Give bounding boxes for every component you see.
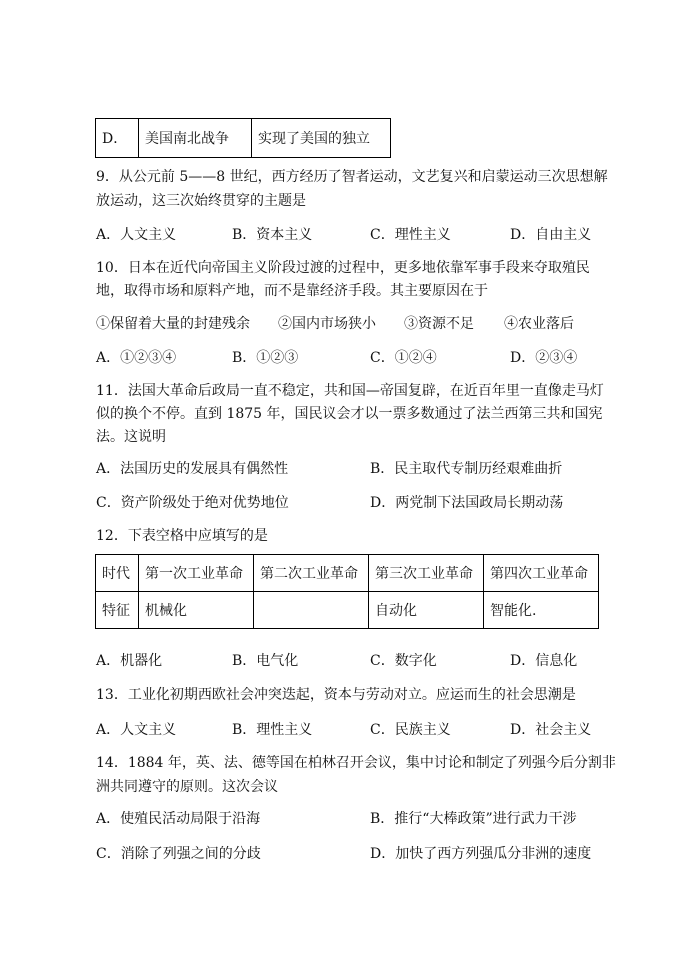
- q14-text-line1: 14．1884 年，英、法、德等国在柏林召开会议，集中讨论和制定了列强今后分割非: [96, 755, 616, 771]
- table-cell: 智能化.: [484, 592, 599, 629]
- table-cell-letter: D．: [96, 119, 139, 158]
- table-cell-blank: [254, 592, 369, 629]
- industrial-revolution-table: [95, 554, 599, 629]
- table-cell: 特征: [96, 592, 139, 629]
- q14-option-a[interactable]: A．使殖民活动局限于沿海: [96, 811, 261, 827]
- table-cell-result: 实现了美国的独立: [252, 119, 391, 158]
- q12-option-c[interactable]: C．数字化: [370, 653, 437, 669]
- q10-option-a[interactable]: A．①②③④: [96, 350, 177, 366]
- q14-text-line2: 洲共同遵守的原则。这次会议: [96, 779, 278, 795]
- q10-statement-2: ②国内市场狭小: [278, 316, 376, 332]
- table-header-row: [96, 555, 599, 592]
- q10-statement-1: ①保留着大量的封建残余: [96, 316, 250, 332]
- q9-text-line2: 放运动，这三次始终贯穿的主题是: [96, 193, 306, 209]
- q14-option-c[interactable]: C．消除了列强之间的分歧: [96, 846, 261, 862]
- q11-text-line2: 似的换个不停。直到 1875 年，国民议会才以一票多数通过了法兰西第三共和国宪: [96, 406, 603, 422]
- table-cell-event: 美国南北战争: [139, 119, 252, 158]
- q13-text-line1: 13．工业化初期西欧社会冲突迭起，资本与劳动对立。应运而生的社会思潮是: [96, 687, 576, 703]
- q10-option-d[interactable]: D．②③④: [510, 350, 578, 366]
- table-header-cell: 第三次工业革命: [369, 555, 484, 592]
- q10-text-line2: 地，取得市场和原料产地，而不是靠经济手段。其主要原因在于: [96, 283, 488, 299]
- q10-text-line1: 10．日本在近代向帝国主义阶段过渡的过程中，更多地依靠军事手段来夺取殖民: [96, 260, 590, 276]
- q9-option-c[interactable]: C．理性主义: [370, 227, 451, 243]
- q11-text-line3: 法。这说明: [96, 429, 166, 445]
- q12-option-a[interactable]: A．机器化: [96, 653, 163, 669]
- q13-option-c[interactable]: C．民族主义: [370, 722, 451, 738]
- table-cell: 机械化: [139, 592, 254, 629]
- q13-option-d[interactable]: D．社会主义: [510, 722, 592, 738]
- q10-statement-3: ③资源不足: [404, 316, 474, 332]
- q11-option-c[interactable]: C．资产阶级处于绝对优势地位: [96, 495, 289, 511]
- answer-table-row-d: [95, 118, 391, 158]
- q9-option-a[interactable]: A．人文主义: [96, 227, 177, 243]
- table-header-cell: 第四次工业革命: [484, 555, 599, 592]
- q12-text-line1: 12．下表空格中应填写的是: [96, 528, 268, 544]
- q10-option-b[interactable]: B．①②③: [232, 350, 299, 366]
- q14-option-d[interactable]: D．加快了西方列强瓜分非洲的速度: [370, 846, 592, 862]
- q10-statement-4: ④农业落后: [504, 316, 574, 332]
- q11-text-line1: 11．法国大革命后政局一直不稳定，共和国—帝国复辟，在近百年里一直像走马灯: [96, 383, 604, 399]
- q11-option-d[interactable]: D．两党制下法国政局长期动荡: [370, 495, 564, 511]
- q13-option-b[interactable]: B．理性主义: [232, 722, 313, 738]
- q11-option-a[interactable]: A．法国历史的发展具有偶然性: [96, 461, 289, 477]
- table-header-cell: 第二次工业革命: [254, 555, 369, 592]
- q12-option-b[interactable]: B．电气化: [232, 653, 299, 669]
- q12-option-d[interactable]: D．信息化: [510, 653, 578, 669]
- table-cell: 自动化: [369, 592, 484, 629]
- table-header-cell: 第一次工业革命: [139, 555, 254, 592]
- q9-option-d[interactable]: D．自由主义: [510, 227, 592, 243]
- q13-option-a[interactable]: A．人文主义: [96, 722, 177, 738]
- q14-option-b[interactable]: B．推行“大棒政策”进行武力干涉: [370, 811, 577, 827]
- table-header-cell: 时代: [96, 555, 139, 592]
- q10-option-c[interactable]: C．①②④: [370, 350, 437, 366]
- q11-option-b[interactable]: B．民主取代专制历经艰难曲折: [370, 461, 563, 477]
- q9-option-b[interactable]: B．资本主义: [232, 227, 313, 243]
- table-row: [96, 592, 599, 629]
- q9-text-line1: 9．从公元前 5——8 世纪，西方经历了智者运动，文艺复兴和启蒙运动三次思想解: [96, 169, 608, 185]
